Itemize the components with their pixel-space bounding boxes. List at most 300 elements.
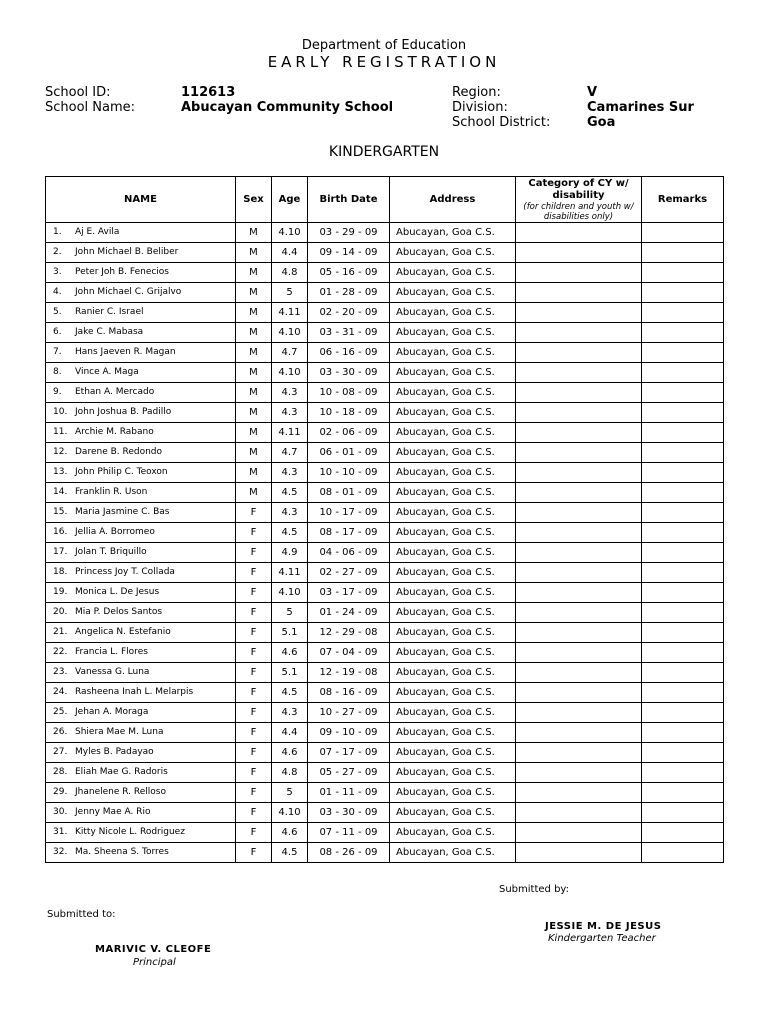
student-name-cell	[46, 223, 236, 243]
sex-cell: F	[236, 623, 272, 643]
principal-title: Principal	[133, 957, 176, 968]
remarks-cell	[642, 523, 724, 543]
row-number: 7.	[53, 347, 62, 357]
remarks-cell	[642, 503, 724, 523]
birth-date-cell: 08 - 01 - 09	[308, 483, 390, 503]
student-name-cell	[46, 563, 236, 583]
school-info-left	[45, 85, 393, 115]
category-cell	[516, 623, 642, 643]
sex-cell: F	[236, 583, 272, 603]
category-cell	[516, 463, 642, 483]
level-heading: KINDERGARTEN	[328, 144, 440, 160]
remarks-cell	[642, 843, 724, 863]
age-cell: 4.10	[272, 583, 308, 603]
category-cell	[516, 223, 642, 243]
sex-cell: F	[236, 663, 272, 683]
sex-cell: F	[236, 503, 272, 523]
row-number: 8.	[53, 367, 62, 377]
birth-date-cell: 05 - 16 - 09	[308, 263, 390, 283]
address-cell: Abucayan, Goa C.S.	[390, 723, 516, 743]
category-cell	[516, 263, 642, 283]
birth-date-cell: 08 - 16 - 09	[308, 683, 390, 703]
student-name-cell	[46, 643, 236, 663]
birth-date-cell: 10 - 18 - 09	[308, 403, 390, 423]
table-row	[46, 583, 724, 603]
remarks-cell	[642, 823, 724, 843]
table-row	[46, 263, 724, 283]
remarks-cell	[642, 423, 724, 443]
student-name: Shiera Mae M. Luna	[75, 727, 164, 737]
category-cell	[516, 763, 642, 783]
address-cell: Abucayan, Goa C.S.	[390, 763, 516, 783]
table-row	[46, 663, 724, 683]
submitted-by-label: Submitted by:	[499, 884, 569, 895]
category-cell	[516, 343, 642, 363]
birth-date-cell: 10 - 27 - 09	[308, 703, 390, 723]
student-name-cell	[46, 683, 236, 703]
address-cell: Abucayan, Goa C.S.	[390, 583, 516, 603]
school-id-label: School ID:	[45, 85, 111, 100]
remarks-cell	[642, 643, 724, 663]
table-row	[46, 623, 724, 643]
age-cell: 4.4	[272, 243, 308, 263]
sex-cell: F	[236, 523, 272, 543]
age-cell: 4.3	[272, 463, 308, 483]
sex-cell: M	[236, 343, 272, 363]
header-sex: Sex	[236, 177, 272, 223]
birth-date-cell: 12 - 19 - 08	[308, 663, 390, 683]
address-cell: Abucayan, Goa C.S.	[390, 743, 516, 763]
remarks-cell	[642, 743, 724, 763]
header-birth-date: Birth Date	[308, 177, 390, 223]
age-cell: 4.10	[272, 363, 308, 383]
address-cell: Abucayan, Goa C.S.	[390, 663, 516, 683]
row-number: 18.	[53, 567, 68, 577]
table-row	[46, 723, 724, 743]
department-heading: Department of Education	[301, 38, 467, 53]
sex-cell: M	[236, 443, 272, 463]
table-header-row	[46, 177, 724, 223]
remarks-cell	[642, 663, 724, 683]
table-row	[46, 843, 724, 863]
student-name-cell	[46, 463, 236, 483]
birth-date-cell: 09 - 14 - 09	[308, 243, 390, 263]
birth-date-cell: 06 - 01 - 09	[308, 443, 390, 463]
sex-cell: M	[236, 483, 272, 503]
birth-date-cell: 12 - 29 - 08	[308, 623, 390, 643]
row-number: 25.	[53, 707, 68, 717]
registration-table	[45, 176, 724, 863]
age-cell: 4.6	[272, 643, 308, 663]
birth-date-cell: 01 - 24 - 09	[308, 603, 390, 623]
sex-cell: M	[236, 383, 272, 403]
category-cell	[516, 243, 642, 263]
remarks-cell	[642, 623, 724, 643]
division-label: Division:	[452, 100, 508, 115]
remarks-cell	[642, 603, 724, 623]
table-row	[46, 303, 724, 323]
student-name-cell	[46, 703, 236, 723]
age-cell: 5	[272, 783, 308, 803]
row-number: 21.	[53, 627, 68, 637]
age-cell: 4.7	[272, 343, 308, 363]
student-name-cell	[46, 843, 236, 863]
row-number: 29.	[53, 787, 68, 797]
header-address: Address	[390, 177, 516, 223]
table-row	[46, 683, 724, 703]
header-name: NAME	[46, 177, 236, 223]
age-cell: 4.3	[272, 503, 308, 523]
student-name-cell	[46, 283, 236, 303]
row-number: 16.	[53, 527, 68, 537]
address-cell: Abucayan, Goa C.S.	[390, 543, 516, 563]
age-cell: 4.10	[272, 223, 308, 243]
remarks-cell	[642, 703, 724, 723]
birth-date-cell: 07 - 11 - 09	[308, 823, 390, 843]
row-number: 32.	[53, 847, 68, 857]
category-cell	[516, 363, 642, 383]
category-cell	[516, 303, 642, 323]
row-number: 15.	[53, 507, 68, 517]
student-name-cell	[46, 343, 236, 363]
student-name-cell	[46, 823, 236, 843]
header-category	[516, 177, 642, 223]
student-name-cell	[46, 803, 236, 823]
table-row	[46, 323, 724, 343]
remarks-cell	[642, 583, 724, 603]
student-name: Darene B. Redondo	[75, 447, 163, 457]
address-cell: Abucayan, Goa C.S.	[390, 563, 516, 583]
student-name: Angelica N. Estefanio	[75, 627, 171, 637]
address-cell: Abucayan, Goa C.S.	[390, 383, 516, 403]
address-cell: Abucayan, Goa C.S.	[390, 603, 516, 623]
table-row	[46, 343, 724, 363]
row-number: 11.	[53, 427, 68, 437]
table-row	[46, 523, 724, 543]
category-cell	[516, 823, 642, 843]
category-cell	[516, 783, 642, 803]
teacher-name: JESSIE M. DE JESUS	[545, 921, 662, 932]
table-row	[46, 223, 724, 243]
address-cell: Abucayan, Goa C.S.	[390, 403, 516, 423]
school-id-row	[45, 85, 393, 100]
address-cell: Abucayan, Goa C.S.	[390, 783, 516, 803]
table-row	[46, 423, 724, 443]
remarks-cell	[642, 363, 724, 383]
remarks-cell	[642, 463, 724, 483]
age-cell: 5	[272, 283, 308, 303]
address-cell: Abucayan, Goa C.S.	[390, 303, 516, 323]
student-name-cell	[46, 723, 236, 743]
region-row	[452, 85, 694, 100]
student-name-cell	[46, 243, 236, 263]
student-name: Kitty Nicole L. Rodriguez	[75, 827, 185, 837]
division-value: Camarines Sur	[587, 100, 694, 115]
address-cell: Abucayan, Goa C.S.	[390, 503, 516, 523]
row-number: 23.	[53, 667, 68, 677]
address-cell: Abucayan, Goa C.S.	[390, 243, 516, 263]
category-cell	[516, 603, 642, 623]
address-cell: Abucayan, Goa C.S.	[390, 263, 516, 283]
row-number: 12.	[53, 447, 68, 457]
age-cell: 5.1	[272, 623, 308, 643]
sex-cell: F	[236, 823, 272, 843]
sex-cell: F	[236, 543, 272, 563]
address-cell: Abucayan, Goa C.S.	[390, 483, 516, 503]
student-name: Rasheena Inah L. Melarpis	[75, 687, 194, 697]
document-title: EARLY REGISTRATION	[267, 53, 501, 71]
school-id-value: 112613	[181, 85, 236, 100]
student-name-cell	[46, 383, 236, 403]
remarks-cell	[642, 403, 724, 423]
student-name: Jhanelene R. Relloso	[75, 787, 166, 797]
student-name: Aj E. Avila	[75, 227, 120, 237]
student-name-cell	[46, 623, 236, 643]
birth-date-cell: 02 - 06 - 09	[308, 423, 390, 443]
sex-cell: F	[236, 643, 272, 663]
sex-cell: F	[236, 723, 272, 743]
row-number: 6.	[53, 327, 62, 337]
age-cell: 4.3	[272, 403, 308, 423]
remarks-cell	[642, 243, 724, 263]
row-number: 3.	[53, 267, 62, 277]
birth-date-cell: 03 - 30 - 09	[308, 803, 390, 823]
sex-cell: F	[236, 783, 272, 803]
row-number: 27.	[53, 747, 68, 757]
table-row	[46, 383, 724, 403]
student-name: Jolan T. Briquillo	[75, 547, 147, 557]
remarks-cell	[642, 483, 724, 503]
address-cell: Abucayan, Goa C.S.	[390, 643, 516, 663]
remarks-cell	[642, 283, 724, 303]
age-cell: 5.1	[272, 663, 308, 683]
address-cell: Abucayan, Goa C.S.	[390, 363, 516, 383]
table-row	[46, 743, 724, 763]
birth-date-cell: 01 - 11 - 09	[308, 783, 390, 803]
sex-cell: F	[236, 843, 272, 863]
category-cell	[516, 743, 642, 763]
district-value: Goa	[587, 115, 616, 130]
sex-cell: F	[236, 703, 272, 723]
sex-cell: M	[236, 263, 272, 283]
category-cell	[516, 683, 642, 703]
student-name-cell	[46, 483, 236, 503]
age-cell: 4.11	[272, 423, 308, 443]
age-cell: 4.10	[272, 323, 308, 343]
address-cell: Abucayan, Goa C.S.	[390, 463, 516, 483]
student-name-cell	[46, 663, 236, 683]
category-cell	[516, 423, 642, 443]
category-cell	[516, 443, 642, 463]
header-remarks: Remarks	[642, 177, 724, 223]
student-name-cell	[46, 743, 236, 763]
birth-date-cell: 08 - 17 - 09	[308, 523, 390, 543]
student-name-cell	[46, 303, 236, 323]
remarks-cell	[642, 303, 724, 323]
table-row	[46, 823, 724, 843]
row-number: 17.	[53, 547, 68, 557]
category-cell	[516, 663, 642, 683]
student-name-cell	[46, 323, 236, 343]
address-cell: Abucayan, Goa C.S.	[390, 703, 516, 723]
student-name: Vanessa G. Luna	[75, 667, 150, 677]
address-cell: Abucayan, Goa C.S.	[390, 223, 516, 243]
region-label: Region:	[452, 85, 501, 100]
student-name: John Michael B. Beliber	[75, 247, 179, 257]
student-name: Jenny Mae A. Rio	[75, 807, 151, 817]
region-value: V	[587, 85, 598, 100]
address-cell: Abucayan, Goa C.S.	[390, 323, 516, 343]
age-cell: 4.6	[272, 823, 308, 843]
category-cell	[516, 803, 642, 823]
category-cell	[516, 643, 642, 663]
student-name-cell	[46, 603, 236, 623]
row-number: 31.	[53, 827, 68, 837]
row-number: 28.	[53, 767, 68, 777]
remarks-cell	[642, 763, 724, 783]
header-category-title: Category of CY w/ disability	[528, 177, 629, 201]
student-name: Ethan A. Mercado	[75, 387, 155, 397]
category-cell	[516, 843, 642, 863]
address-cell: Abucayan, Goa C.S.	[390, 823, 516, 843]
student-name-cell	[46, 443, 236, 463]
address-cell: Abucayan, Goa C.S.	[390, 623, 516, 643]
school-name-row	[45, 100, 393, 115]
sex-cell: M	[236, 403, 272, 423]
table-row	[46, 563, 724, 583]
sex-cell: F	[236, 763, 272, 783]
remarks-cell	[642, 723, 724, 743]
remarks-cell	[642, 563, 724, 583]
student-name-cell	[46, 763, 236, 783]
category-cell	[516, 583, 642, 603]
row-number: 30.	[53, 807, 68, 817]
birth-date-cell: 03 - 31 - 09	[308, 323, 390, 343]
sex-cell: F	[236, 683, 272, 703]
address-cell: Abucayan, Goa C.S.	[390, 683, 516, 703]
student-name: Ranier C. Israel	[75, 307, 144, 317]
age-cell: 4.11	[272, 563, 308, 583]
age-cell: 4.3	[272, 703, 308, 723]
remarks-cell	[642, 683, 724, 703]
sex-cell: M	[236, 223, 272, 243]
age-cell: 4.4	[272, 723, 308, 743]
remarks-cell	[642, 803, 724, 823]
row-number: 13.	[53, 467, 68, 477]
sex-cell: M	[236, 423, 272, 443]
age-cell: 4.5	[272, 483, 308, 503]
address-cell: Abucayan, Goa C.S.	[390, 423, 516, 443]
category-cell	[516, 503, 642, 523]
row-number: 1.	[53, 227, 62, 237]
student-name: Maria Jasmine C. Bas	[75, 507, 170, 517]
student-name: Franklin R. Uson	[75, 487, 148, 497]
birth-date-cell: 10 - 17 - 09	[308, 503, 390, 523]
sex-cell: M	[236, 463, 272, 483]
principal-name: MARIVIC V. CLEOFE	[95, 944, 212, 955]
age-cell: 4.8	[272, 263, 308, 283]
age-cell: 5	[272, 603, 308, 623]
age-cell: 4.7	[272, 443, 308, 463]
category-cell	[516, 483, 642, 503]
age-cell: 4.11	[272, 303, 308, 323]
birth-date-cell: 01 - 28 - 09	[308, 283, 390, 303]
remarks-cell	[642, 263, 724, 283]
student-name: John Joshua B. Padillo	[75, 407, 172, 417]
table-row	[46, 763, 724, 783]
row-number: 10.	[53, 407, 68, 417]
address-cell: Abucayan, Goa C.S.	[390, 843, 516, 863]
table-row	[46, 483, 724, 503]
sex-cell: M	[236, 303, 272, 323]
student-name: Peter Joh B. Fenecios	[75, 267, 169, 277]
student-name-cell	[46, 263, 236, 283]
category-cell	[516, 403, 642, 423]
sex-cell: M	[236, 323, 272, 343]
school-name-value: Abucayan Community School	[181, 100, 394, 115]
student-name: Princess Joy T. Collada	[75, 567, 175, 577]
row-number: 19.	[53, 587, 68, 597]
sex-cell: F	[236, 803, 272, 823]
student-name: Jake C. Mabasa	[75, 327, 144, 337]
table-row	[46, 703, 724, 723]
student-name: Francia L. Flores	[75, 647, 148, 657]
student-name: Hans Jaeven R. Magan	[75, 347, 176, 357]
sex-cell: F	[236, 563, 272, 583]
row-number: 5.	[53, 307, 62, 317]
table-row	[46, 503, 724, 523]
remarks-cell	[642, 223, 724, 243]
row-number: 9.	[53, 387, 62, 397]
student-name-cell	[46, 403, 236, 423]
district-row	[452, 115, 694, 130]
category-cell	[516, 323, 642, 343]
birth-date-cell: 07 - 04 - 09	[308, 643, 390, 663]
age-cell: 4.5	[272, 843, 308, 863]
student-name-cell	[46, 523, 236, 543]
student-name: Mia P. Delos Santos	[75, 607, 163, 617]
birth-date-cell: 07 - 17 - 09	[308, 743, 390, 763]
category-cell	[516, 383, 642, 403]
table-row	[46, 643, 724, 663]
school-name-label: School Name:	[45, 100, 136, 115]
student-name: Jellia A. Borromeo	[75, 527, 155, 537]
sex-cell: F	[236, 603, 272, 623]
student-name: John Michael C. Grijalvo	[75, 287, 182, 297]
category-cell	[516, 723, 642, 743]
student-name: Monica L. De Jesus	[75, 587, 160, 597]
birth-date-cell: 09 - 10 - 09	[308, 723, 390, 743]
remarks-cell	[642, 323, 724, 343]
birth-date-cell: 02 - 20 - 09	[308, 303, 390, 323]
table-body	[46, 223, 724, 863]
remarks-cell	[642, 343, 724, 363]
category-cell	[516, 563, 642, 583]
address-cell: Abucayan, Goa C.S.	[390, 443, 516, 463]
age-cell: 4.8	[272, 763, 308, 783]
birth-date-cell: 03 - 30 - 09	[308, 363, 390, 383]
student-name-cell	[46, 583, 236, 603]
student-name-cell	[46, 423, 236, 443]
student-name: Archie M. Rabano	[75, 427, 154, 437]
student-name-cell	[46, 503, 236, 523]
student-name: Vince A. Maga	[75, 367, 139, 377]
division-row	[452, 100, 694, 115]
age-cell: 4.5	[272, 523, 308, 543]
sex-cell: F	[236, 743, 272, 763]
address-cell: Abucayan, Goa C.S.	[390, 523, 516, 543]
address-cell: Abucayan, Goa C.S.	[390, 343, 516, 363]
